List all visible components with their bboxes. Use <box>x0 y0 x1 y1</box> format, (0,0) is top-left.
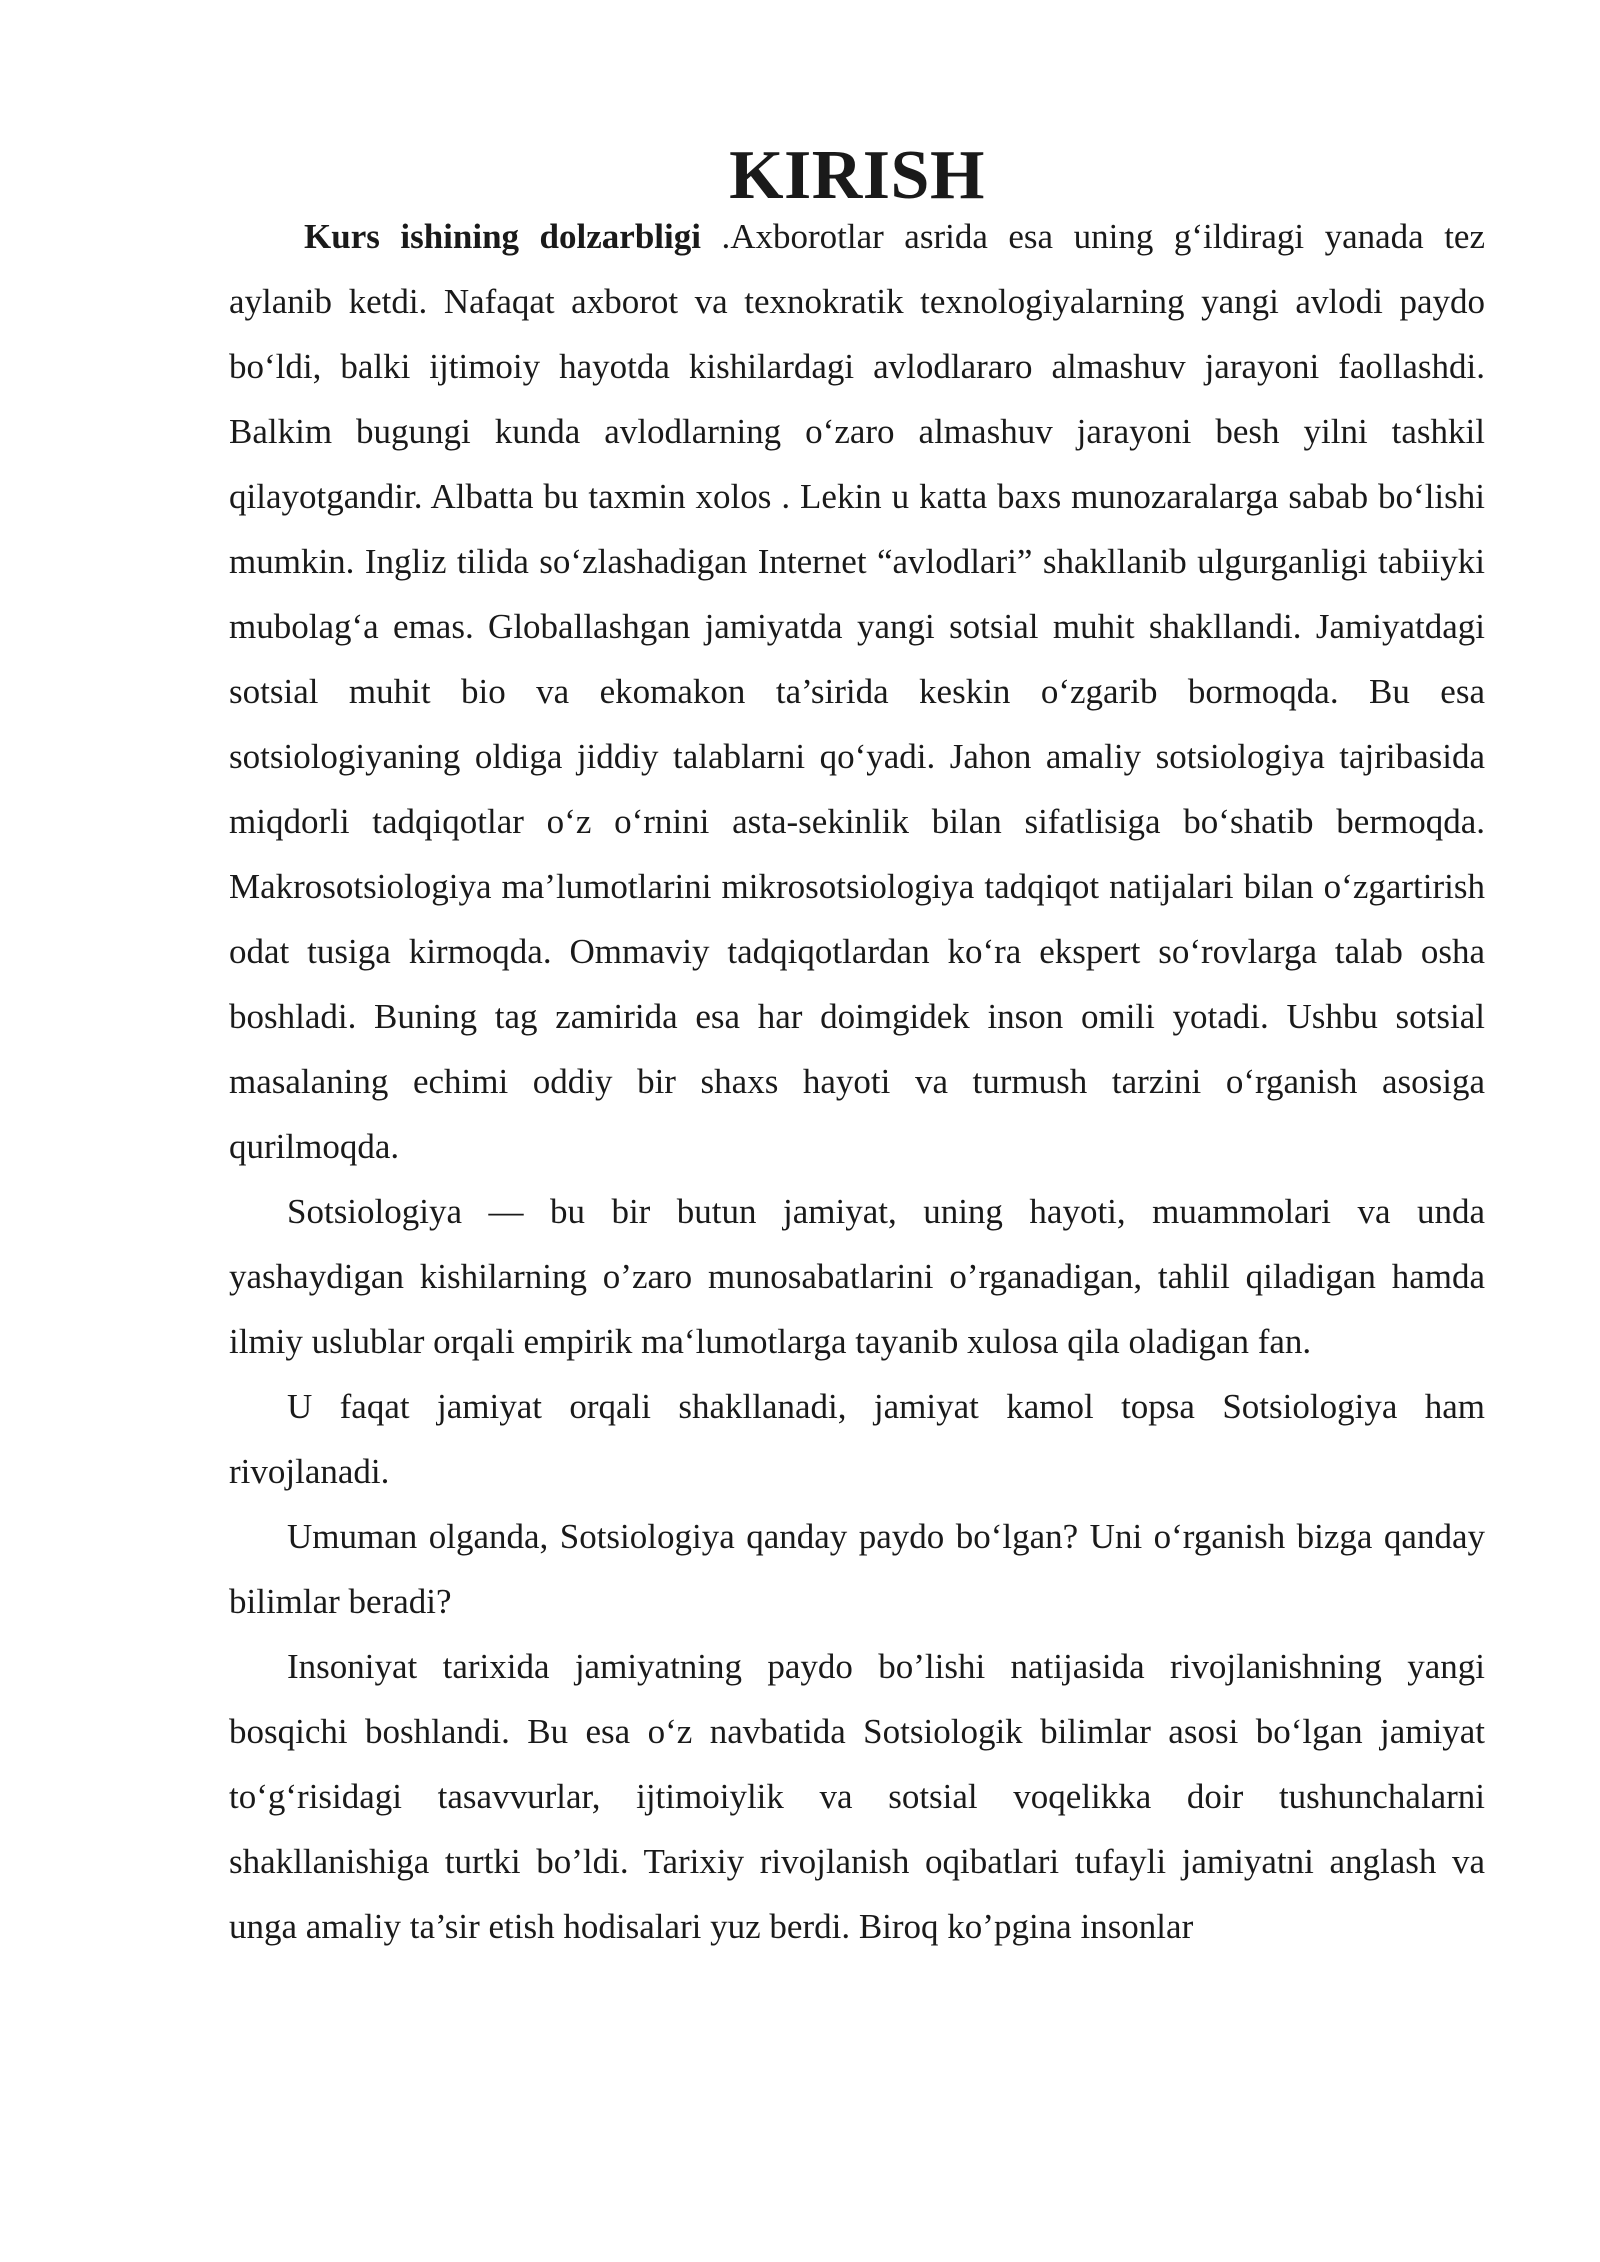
paragraph-definition: Sotsiologiya — bu bir butun jamiyat, uning hayoti, muammolari va unda yashaydigan kishilarning o’zaro munosabatlarini o’rganadigan, tahlil qiladigan hamda ilmiy uslublar orqali empirik ma‘lumotlarga tayanib xulosa qila oladigan fan. <box>229 1192 1485 1361</box>
paragraph-question: Umuman olganda, Sotsiologiya qanday paydo bo‘lgan? Uni o‘rganish bizga qanday bilimlar beradi? <box>229 1517 1485 1621</box>
paragraph-history: Insoniyat tarixida jamiyatning paydo bo’lishi natijasida rivojlanishning yangi bosqichi boshlandi. Bu esa o‘z navbatida Sotsiologik bilimlar asosi bo‘lgan jamiyat to‘g‘risidagi tasavvurlar, ijtimoiylik va sotsial voqelikka doir tushunchalarni shakllanishiga turtki bo’ldi. Tarixiy rivojlanish oqibatlari tufayli jamiyatni anglash va unga amaliy ta’sir etish hodisalari yuz berdi. Biroq ko’pgina insonlar <box>229 1647 1485 1946</box>
document-title: KIRISH <box>729 137 985 214</box>
paragraph-development: U faqat jamiyat orqali shakllanadi, jamiyat kamol topsa Sotsiologiya ham rivojlanadi. <box>229 1387 1485 1491</box>
relevance-heading: Kurs ishining dolzarbligi <box>304 217 701 256</box>
intro-paragraph-text: .Axborotlar asrida esa uning g‘ildiragi yanada tez aylanib ketdi. Nafaqat axborot va texnokratik texnologiyalarning yangi avlodi paydo bo‘ldi, balki ijtimoiy hayotda kishilardagi avlodlararo almashuv jarayoni faollashdi. Balkim bugungi kunda avlodlarning o‘zaro almashuv jarayoni besh yilni tashkil qilayotgandir. Albatta bu taxmin xolos . Lekin u katta baxs munozaralarga sabab bo‘lishi mumkin. Ingliz tilida so‘zlashadigan Internet “avlodlari” shakllanib ulgurganligi tabiiyki mubolag‘a emas. Globallashgan jamiyatda yangi sotsial muhit shakllandi. Jamiyatdagi sotsial muhit bio va ekomakon ta’sirida keskin o‘zgarib bormoqda. Bu esa sotsiologiyaning oldiga jiddiy talablarni qo‘yadi. Jahon amaliy sotsiologiya tajribasida miqdorli tadqiqotlar o‘z o‘rnini asta-sekinlik bilan sifatlisiga bo‘shatib bermoqda. Makrosotsiologiya ma’lumotlarini mikrosotsiologiya tadqiqot natijalari bilan o‘zgartirish odat tusiga kirmoqda. Ommaviy tadqiqotlardan ko‘ra ekspert so‘rovlarga talab osha boshladi. Buning tag zamirida esa har doimgidek inson omili yotadi. Ushbu sotsial masalaning echimi oddiy bir shaxs hayoti va turmush tarzini o‘rganish asosiga qurilmoqda. <box>229 217 1485 1166</box>
document-body <box>229 137 1485 1959</box>
intro-paragraph <box>229 204 1485 1179</box>
